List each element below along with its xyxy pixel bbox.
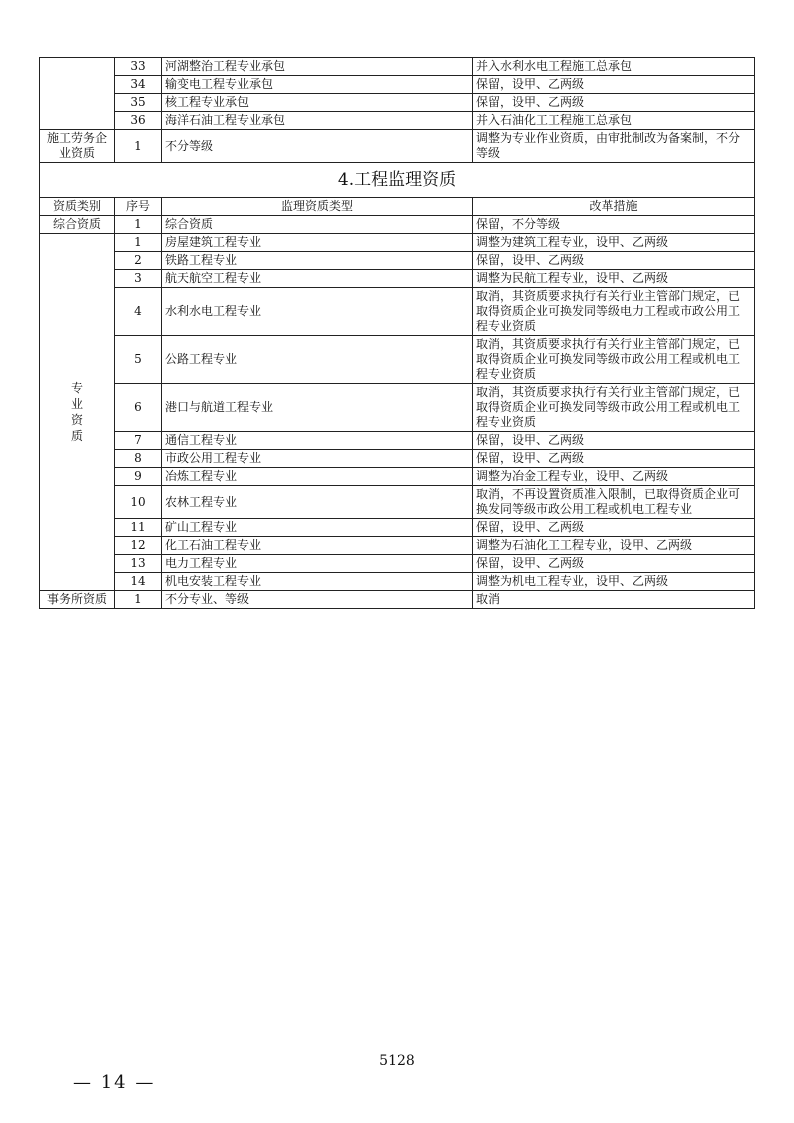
table-row	[40, 252, 755, 270]
reform-measure: 调整为石油化工工程专业，设甲、乙两级	[473, 537, 755, 555]
row-number: 11	[115, 519, 162, 537]
qualification-type: 综合资质	[162, 216, 473, 234]
table-row	[40, 450, 755, 468]
section-title: 4.工程监理资质	[40, 163, 755, 198]
header-number: 序号	[115, 198, 162, 216]
category-char: 专	[70, 381, 83, 395]
category-char: 质	[70, 429, 83, 443]
table-row	[40, 573, 755, 591]
row-number: 36	[115, 112, 162, 130]
qualification-type: 通信工程专业	[162, 432, 473, 450]
row-number: 14	[115, 573, 162, 591]
qualification-type: 港口与航道工程专业	[162, 384, 473, 432]
table-row	[40, 270, 755, 288]
qualification-type: 公路工程专业	[162, 336, 473, 384]
qualification-type: 输变电工程专业承包	[162, 76, 473, 94]
qualification-table	[39, 57, 755, 609]
table-row	[40, 216, 755, 234]
qualification-type: 海洋石油工程专业承包	[162, 112, 473, 130]
reform-measure: 保留，设甲、乙两级	[473, 555, 755, 573]
category-cell-continued	[40, 58, 115, 130]
category-specialty	[40, 234, 115, 591]
reform-measure: 保留，设甲、乙两级	[473, 76, 755, 94]
table-row	[40, 537, 755, 555]
reform-measure: 保留，设甲、乙两级	[473, 519, 755, 537]
row-number: 33	[115, 58, 162, 76]
qualification-type: 电力工程专业	[162, 555, 473, 573]
page-number: 5128	[379, 1053, 415, 1069]
category-char: 资	[70, 413, 83, 427]
page-footer: — 14 —	[73, 1072, 156, 1093]
qualification-type: 房屋建筑工程专业	[162, 234, 473, 252]
row-number: 6	[115, 384, 162, 432]
qualification-type: 核工程专业承包	[162, 94, 473, 112]
reform-measure: 调整为冶金工程专业，设甲、乙两级	[473, 468, 755, 486]
row-number: 5	[115, 336, 162, 384]
row-number: 3	[115, 270, 162, 288]
row-number: 1	[115, 234, 162, 252]
category-firm: 事务所资质	[40, 591, 115, 609]
qualification-type: 化工石油工程专业	[162, 537, 473, 555]
table-row	[40, 112, 755, 130]
qualification-type: 冶炼工程专业	[162, 468, 473, 486]
table-row	[40, 468, 755, 486]
qualification-type: 矿山工程专业	[162, 519, 473, 537]
category-char: 业	[70, 397, 83, 411]
reform-measure: 调整为建筑工程专业，设甲、乙两级	[473, 234, 755, 252]
header-measure: 改革措施	[473, 198, 755, 216]
row-number: 4	[115, 288, 162, 336]
row-number: 8	[115, 450, 162, 468]
reform-measure: 取消，其资质要求执行有关行业主管部门规定，已取得资质企业可换发同等级市政公用工程或机电工程专业资质	[473, 384, 755, 432]
row-number: 1	[115, 216, 162, 234]
reform-measure: 保留，设甲、乙两级	[473, 94, 755, 112]
table-row	[40, 94, 755, 112]
reform-measure: 并入水利水电工程施工总承包	[473, 58, 755, 76]
reform-measure: 调整为机电工程专业，设甲、乙两级	[473, 573, 755, 591]
table-row	[40, 288, 755, 336]
qualification-type: 水利水电工程专业	[162, 288, 473, 336]
table-row	[40, 336, 755, 384]
header-type: 监理资质类型	[162, 198, 473, 216]
category-comprehensive: 综合资质	[40, 216, 115, 234]
reform-measure: 保留，设甲、乙两级	[473, 450, 755, 468]
reform-measure: 取消	[473, 591, 755, 609]
row-number: 1	[115, 591, 162, 609]
table-row	[40, 130, 755, 163]
table-row	[40, 234, 755, 252]
qualification-type: 铁路工程专业	[162, 252, 473, 270]
qualification-type: 机电安装工程专业	[162, 573, 473, 591]
table-row	[40, 519, 755, 537]
reform-measure: 取消，其资质要求执行有关行业主管部门规定，已取得资质企业可换发同等级市政公用工程或机电工程专业资质	[473, 336, 755, 384]
table-row	[40, 76, 755, 94]
row-number: 2	[115, 252, 162, 270]
table-row	[40, 384, 755, 432]
reform-measure: 取消，其资质要求执行有关行业主管部门规定，已取得资质企业可换发同等级电力工程或市政公用工程专业资质	[473, 288, 755, 336]
reform-measure: 保留，设甲、乙两级	[473, 432, 755, 450]
reform-measure: 调整为专业作业资质，由审批制改为备案制，不分等级	[473, 130, 755, 163]
row-number: 13	[115, 555, 162, 573]
qualification-type: 河湖整治工程专业承包	[162, 58, 473, 76]
reform-measure: 保留，不分等级	[473, 216, 755, 234]
qualification-type: 航天航空工程专业	[162, 270, 473, 288]
header-category: 资质类别	[40, 198, 115, 216]
table-row	[40, 591, 755, 609]
qualification-type: 市政公用工程专业	[162, 450, 473, 468]
row-number: 35	[115, 94, 162, 112]
table-row	[40, 58, 755, 76]
section-heading-row	[40, 163, 755, 198]
reform-measure: 取消，不再设置资质准入限制，已取得资质企业可换发同等级市政公用工程或机电工程专业	[473, 486, 755, 519]
qualification-type: 不分专业、等级	[162, 591, 473, 609]
table-row	[40, 486, 755, 519]
reform-measure: 并入石油化工工程施工总承包	[473, 112, 755, 130]
row-number: 9	[115, 468, 162, 486]
table-row	[40, 555, 755, 573]
row-number: 1	[115, 130, 162, 163]
table-row	[40, 432, 755, 450]
qualification-type: 不分等级	[162, 130, 473, 163]
reform-measure: 保留，设甲、乙两级	[473, 252, 755, 270]
category-labor: 施工劳务企业资质	[40, 130, 115, 163]
qualification-type: 农林工程专业	[162, 486, 473, 519]
row-number: 34	[115, 76, 162, 94]
row-number: 12	[115, 537, 162, 555]
row-number: 7	[115, 432, 162, 450]
row-number: 10	[115, 486, 162, 519]
reform-measure: 调整为民航工程专业，设甲、乙两级	[473, 270, 755, 288]
header-row	[40, 198, 755, 216]
